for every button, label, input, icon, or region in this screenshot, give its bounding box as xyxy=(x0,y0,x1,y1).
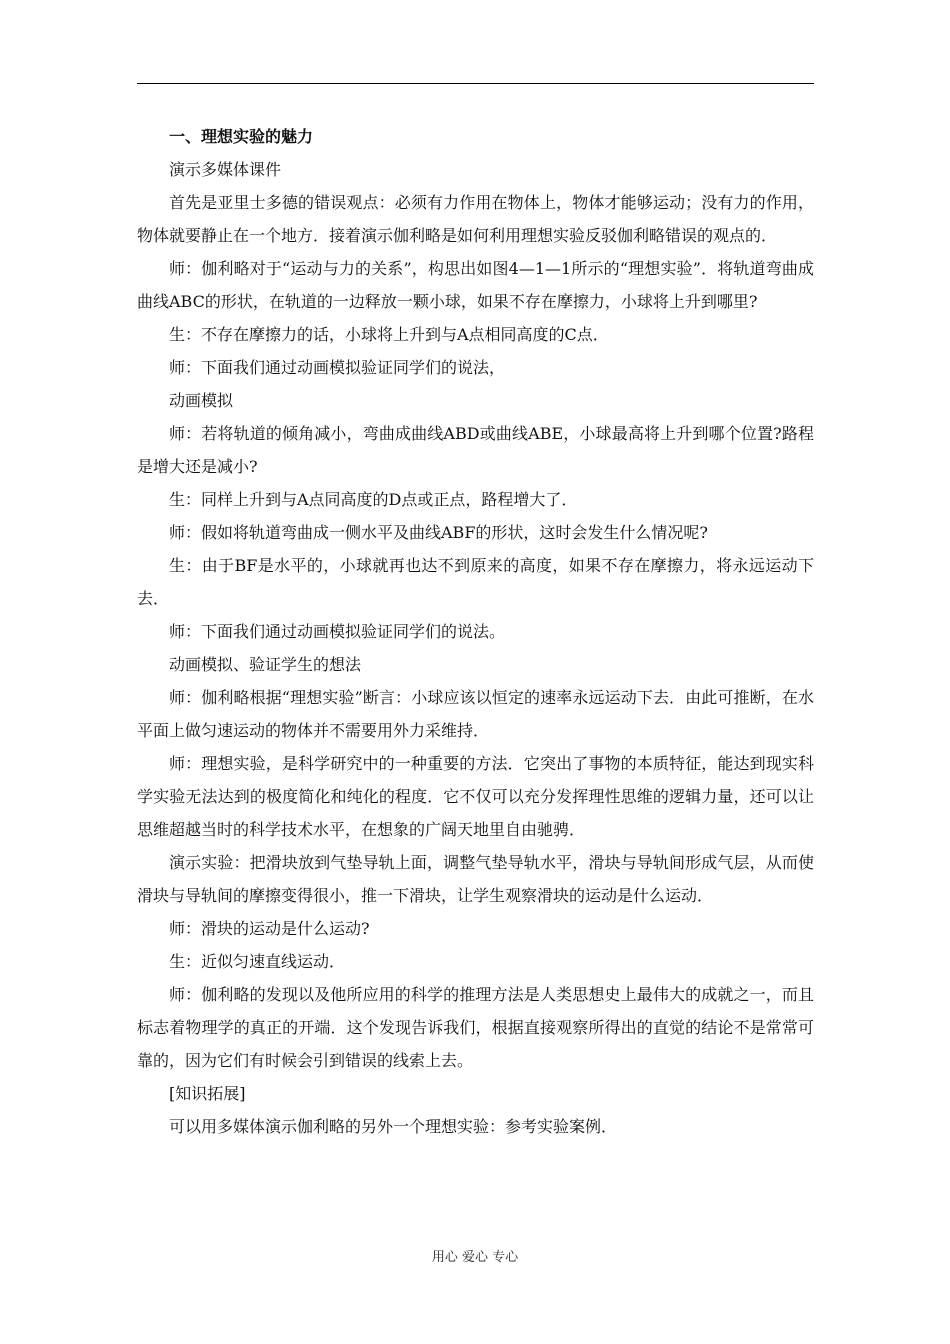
paragraph: 可以用多媒体演示伽利略的另外一个理想实验：参考实验案例． xyxy=(169,1117,618,1136)
paragraph: 生：由于BF是水平的，小球就再也达不到原来的高度，如果不存在摩擦力，将永远运动下去． xyxy=(137,556,814,608)
paragraph: 师：伽利略的发现以及他所应用的科学的推理方法是人类思想史上最伟大的成就之一，而且标志着物理学的真正的开端．这个发现告诉我们，根据直接观察所得出的直觉的结论不是常常可靠的，因为它们有时候会引到错误的线索上去。 xyxy=(137,985,814,1070)
document-body xyxy=(137,120,814,1143)
paragraph: 师：下面我们通过动画模拟验证同学们的说法， xyxy=(169,358,506,377)
paragraph: 首先是亚里士多德的错误观点：必须有力作用在物体上，物体才能够运动；没有力的作用，物体就要静止在一个地方．接着演示伽利略是如何利用理想实验反驳伽利略错误的观点的． xyxy=(137,193,814,245)
paragraph: 师：伽利略根据“理想实验”断言：小球应该以恒定的速率永远运动下去．由此可推断，在水平面上做匀速运动的物体并不需要用外力采维持． xyxy=(137,688,814,740)
paragraph: [知识拓展] xyxy=(169,1084,246,1103)
paragraph: 动画模拟、验证学生的想法 xyxy=(169,655,362,674)
paragraph: 师：伽利略对于“运动与力的关系”，构思出如图4—1—1所示的“理想实验”．将轨道弯曲成曲线ABC的形状，在轨道的一边释放一颗小球，如果不存在摩擦力，小球将上升到哪里? xyxy=(137,259,814,311)
paragraph: 生：不存在摩擦力的话，小球将上升到与A点相同高度的C点． xyxy=(169,325,609,344)
paragraph: 演示实验：把滑块放到气垫导轨上面，调整气垫导轨水平，滑块与导轨间形成气层，从而使滑块与导轨间的摩擦变得很小，推一下滑块，让学生观察滑块的运动是什么运动． xyxy=(137,853,814,905)
paragraph: 师：若将轨道的倾角减小，弯曲成曲线ABD或曲线ABE，小球最高将上升到哪个位置?路程是增大还是减小? xyxy=(137,424,814,476)
section-heading: 一、理想实验的魅力 xyxy=(169,127,314,146)
paragraph: 师：假如将轨道弯曲成一侧水平及曲线ABF的形状，这时会发生什么情况呢? xyxy=(169,523,708,542)
paragraph: 师：下面我们通过动画模拟验证同学们的说法。 xyxy=(169,622,506,641)
paragraph: 演示多媒体课件 xyxy=(169,160,282,179)
paragraph: 生：近似匀速直线运动． xyxy=(169,952,346,971)
paragraph: 动画模拟 xyxy=(169,391,234,410)
paragraph: 师：理想实验，是科学研究中的一种重要的方法．它突出了事物的本质特征，能达到现实科学实验无法达到的极度简化和纯化的程度．它不仅可以充分发挥理性思维的逻辑力量，还可以让思维超越当时的科学技术水平，在想象的广阔天地里自由驰骋． xyxy=(137,754,814,839)
paragraph: 师：滑块的运动是什么运动? xyxy=(169,919,370,938)
page-footer: 用心 爱心 专心 xyxy=(431,1250,519,1265)
header-rule xyxy=(137,83,814,84)
paragraph: 生：同样上升到与A点同高度的D点或正点，路程增大了． xyxy=(169,490,578,509)
